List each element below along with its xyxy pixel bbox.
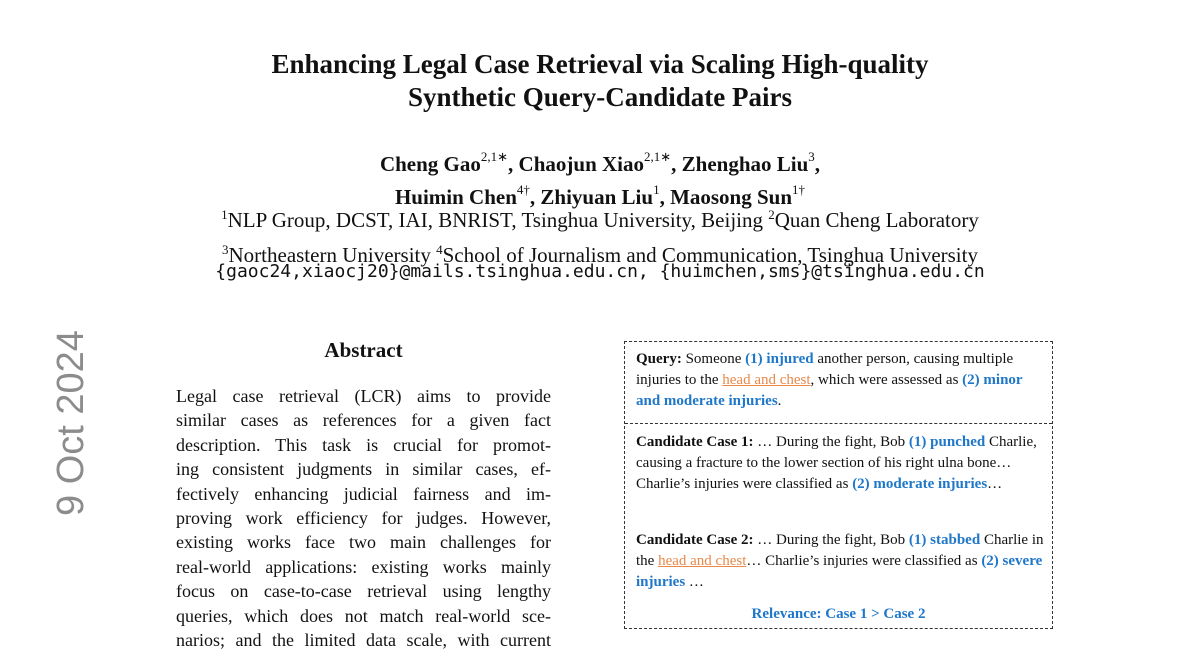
title-line-2: Synthetic Query-Candidate Pairs — [408, 82, 792, 112]
author-affil-mark: 4† — [516, 182, 530, 197]
query-label: Query: — [636, 351, 682, 367]
abstract-line: existing works face two main challenges for — [176, 532, 551, 553]
abstract-line: real-world applications: existing works mainly — [176, 556, 551, 577]
arxiv-date-text: 9 Oct 2024 — [50, 330, 92, 516]
affiliation-line-1: $^1$NLP Group, DCST, IAI, BNRIST, Tsinghua University, Beijing $^2$Quan Cheng Laboratory — [221, 207, 979, 232]
author-affil-mark: 1 — [653, 182, 660, 197]
highlight-blue: (1) punched — [908, 434, 986, 450]
abstract-body — [176, 384, 551, 652]
author-name: Zhenghao Liu — [681, 152, 809, 176]
candidate-case-1: Candidate Case 1: … During the fight, Bob (1) punched Charlie, causing a fracture to the lower section of his right ulna bone… Charlie’s injuries were classified as (2) moderate injuries… — [636, 434, 1037, 492]
title-line-1: Enhancing Legal Case Retrieval via Scaling High-quality — [271, 49, 929, 79]
paper-title — [0, 48, 1200, 114]
author-name: Cheng Gao — [379, 152, 481, 176]
case-label: Candidate Case 2: — [636, 532, 754, 548]
highlight-orange: head and chest — [722, 372, 811, 388]
relevance-label: Relevance: Case 1 > Case 2 — [751, 606, 926, 622]
case-label: Candidate Case 1: — [636, 434, 754, 450]
figure-divider — [625, 423, 1052, 424]
highlight-blue: (1) injured — [745, 351, 814, 367]
example-figure — [624, 341, 1053, 629]
highlight-blue: (2) moderate injuries — [852, 476, 988, 492]
author-affil-mark: 1† — [792, 182, 806, 197]
author-affil-mark: 2,1∗ — [480, 149, 509, 164]
abstract-heading: Abstract — [324, 338, 403, 362]
abstract-line: Legal case retrieval (LCR) aims to provide — [176, 386, 551, 406]
author-name: Zhiyuan Liu — [540, 185, 654, 209]
author-name: Huimin Chen — [394, 185, 517, 209]
abstract-line: ing consistent judgments in similar cases, ef- — [176, 459, 551, 480]
author-affil-mark: 3 — [808, 149, 815, 164]
query-box: Query: Someone (1) injured another person, causing multiple injuries to the head and chest, which were assessed as (2) minor and moderate injuries. — [636, 351, 1023, 409]
author-name: Maosong Sun — [670, 185, 793, 209]
highlight-blue: (1) stabbed — [908, 532, 981, 548]
abstract-line: proving work efficiency for judges. However, — [176, 507, 551, 528]
affiliation-line-2: $^3$Northeastern University $^4$School of Journalism and Communication, Tsinghua University — [222, 242, 978, 267]
candidate-case-2: Candidate Case 2: … During the fight, Bob (1) stabbed Charlie in the head and chest… Charlie’s injuries were classified as (2) severe injuries … — [636, 532, 1044, 590]
author-emails: {gaoc24,xiaocj20}@mails.tsinghua.edu.cn, {huimchen,sms}@tsinghua.edu.cn — [215, 261, 985, 282]
author-line-1: Cheng Gao$^{2,1∗}$, Chaojun Xiao$^{2,1∗}$, Zhenghao Liu$^3$, — [379, 149, 821, 176]
author-line-2: Huimin Chen$^{4\dagger}$, Zhiyuan Liu$^1$, Maosong Sun$^{1\dagger}$ — [394, 182, 806, 209]
highlight-orange: head and chest — [658, 553, 747, 569]
author-affil-mark: 2,1∗ — [644, 149, 672, 164]
abstract-line: fectively enhancing judicial fairness and im- — [176, 483, 551, 504]
highlight-blue: (2) severe injuries — [636, 553, 1043, 590]
abstract-line: narios; and the limited data scale, with current — [176, 629, 551, 650]
abstract-line: similar cases as references for a given fact — [176, 410, 551, 431]
abstract-line: queries, which does not match real-world sce- — [176, 605, 551, 626]
author-name: Chaojun Xiao — [518, 152, 644, 176]
highlight-blue: (2) minor and moderate injuries — [636, 372, 1023, 409]
abstract-line: description. This task is crucial for promot- — [176, 434, 551, 455]
abstract-line: focus on case-to-case retrieval using lengthy — [176, 581, 551, 602]
